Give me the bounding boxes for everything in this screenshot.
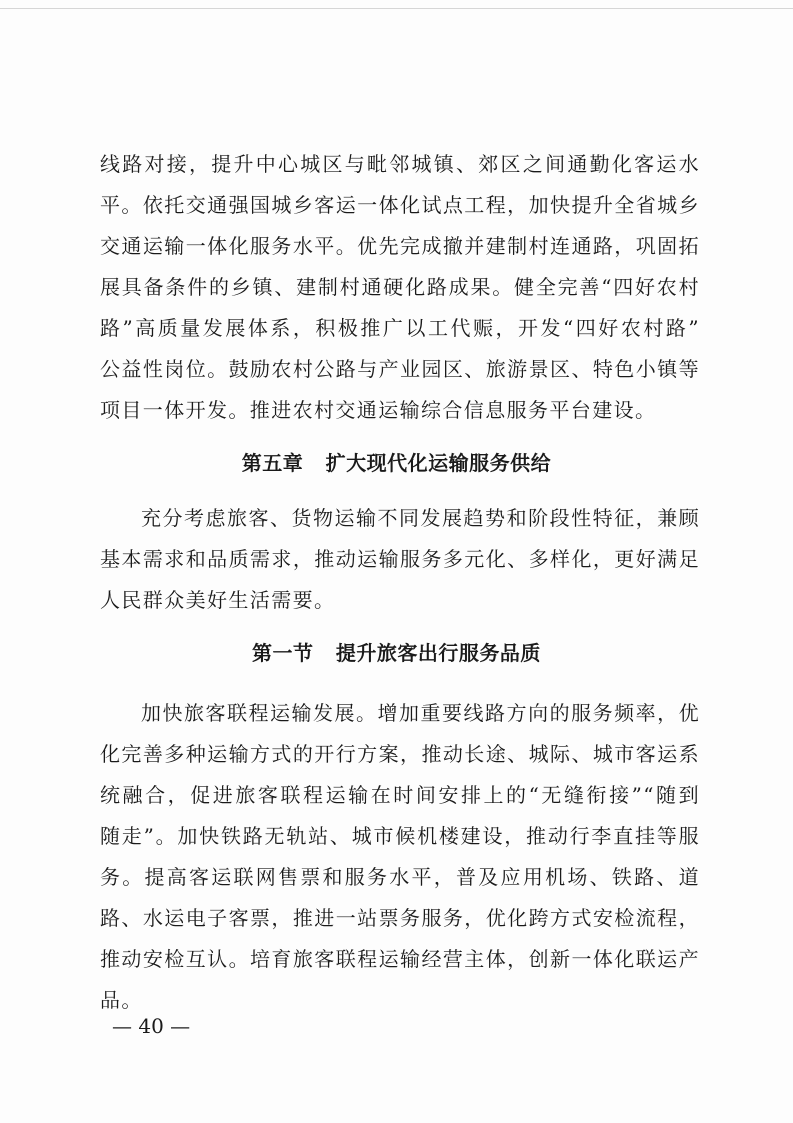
body-line: 线路对接，提升中心城区与毗邻城镇、郊区之间通勤化客运水 xyxy=(100,152,700,176)
body-line: 务。提高客运联网售票和服务水平，普及应用机场、铁路、道 xyxy=(100,865,700,889)
body-line: 推动安检互认。培育旅客联程运输经营主体，创新一体化联运产 xyxy=(100,947,700,971)
top-scan-edge xyxy=(0,8,793,9)
body-line: 项目一体开发。推进农村交通运输综合信息服务平台建设。 xyxy=(100,398,657,422)
body-line: 加快旅客联程运输发展。增加重要线路方向的服务频率，优 xyxy=(141,701,700,725)
body-line: 基本需求和品质需求，推动运输服务多元化、多样化，更好满足 xyxy=(100,547,700,571)
page-number: — 40 — xyxy=(112,1014,191,1038)
body-line: 品。 xyxy=(100,988,143,1012)
body-line: 充分考虑旅客、货物运输不同发展趋势和阶段性特征，兼顾 xyxy=(141,506,700,530)
body-line: 公益性岗位。鼓励农村公路与产业园区、旅游景区、特色小镇等 xyxy=(100,357,700,381)
body-line: 路、水运电子客票，推进一站票务服务，优化跨方式安检流程， xyxy=(100,906,700,930)
body-line: 路”高质量发展体系，积极推广以工代赈，开发“四好农村路” xyxy=(100,316,700,340)
body-line: 平。依托交通强国城乡客运一体化试点工程，加快提升全省城乡 xyxy=(100,193,700,217)
body-line: 化完善多种运输方式的开行方案，推动长途、城际、城市客运系 xyxy=(100,742,700,766)
body-line: 随走”。加快铁路无轨站、城市候机楼建设，推动行李直挂等服 xyxy=(100,824,700,848)
chapter-heading: 第五章 扩大现代化运输服务供给 xyxy=(241,451,552,475)
body-line: 交通运输一体化服务水平。优先完成撤并建制村连通路，巩固拓 xyxy=(100,234,700,258)
section-heading: 第一节 提升旅客出行服务品质 xyxy=(252,641,541,665)
body-line: 人民群众美好生活需要。 xyxy=(100,588,336,612)
body-line: 统融合，促进旅客联程运输在时间安排上的“无缝衔接”“随到 xyxy=(100,783,700,807)
body-line: 展具备条件的乡镇、建制村通硬化路成果。健全完善“四好农村 xyxy=(100,275,700,299)
